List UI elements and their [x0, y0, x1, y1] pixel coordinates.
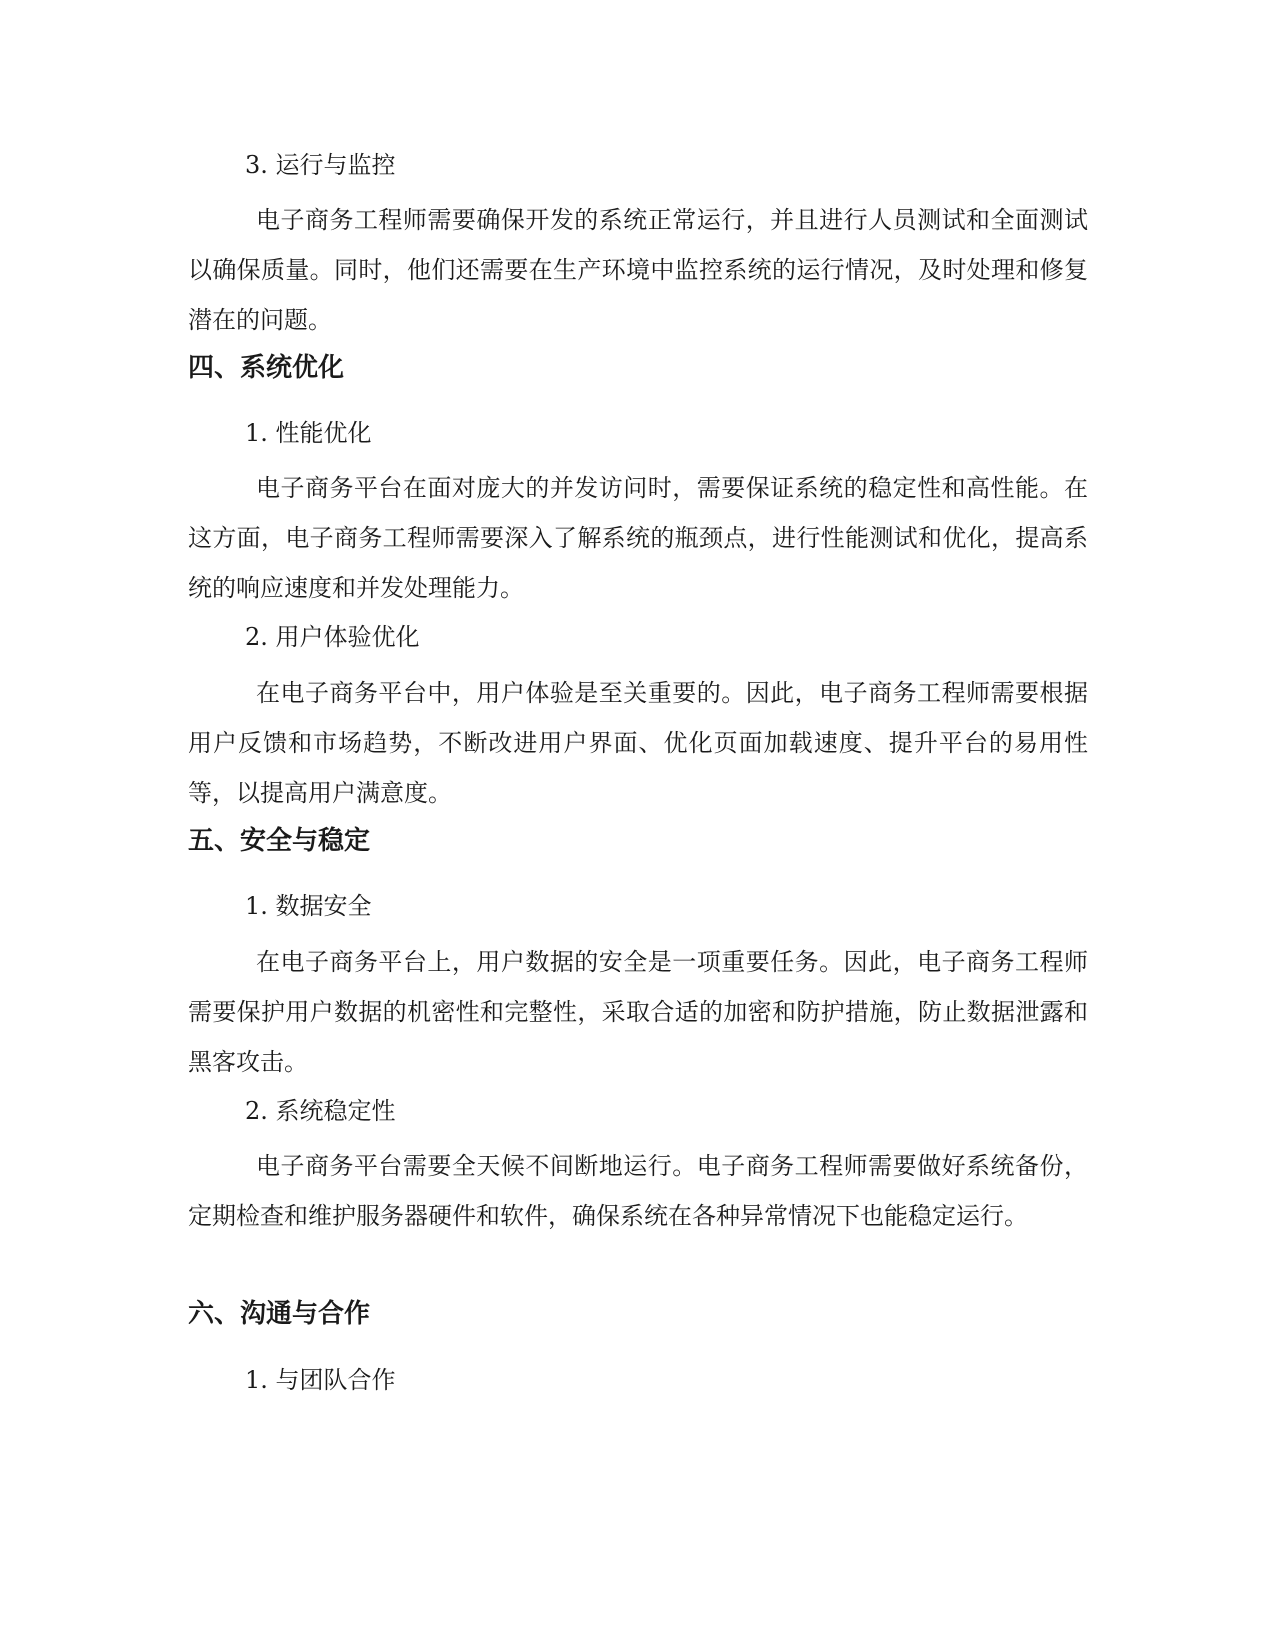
subheading-running-monitoring: 3. 运行与监控: [245, 151, 396, 179]
section-heading-security-stability: 五、安全与稳定: [188, 826, 371, 856]
section-heading-system-optimization: 四、系统优化: [188, 353, 345, 383]
paragraph-performance-optimization: 电子商务平台在面对庞大的并发访问时，需要保证系统的稳定性和高性能。在这方面，电子商务工程师需要深入了解系统的瓶颈点，进行性能测试和优化，提高系统的响应速度和并发处理能力。: [188, 474, 1088, 602]
subheading-ux-optimization: 2. 用户体验优化: [245, 623, 420, 651]
subheading-performance-optimization: 1. 性能优化: [245, 419, 372, 447]
subheading-system-stability: 2. 系统稳定性: [245, 1097, 396, 1125]
paragraph-ux-optimization: 在电子商务平台中，用户体验是至关重要的。因此，电子商务工程师需要根据用户反馈和市场趋势，不断改进用户界面、优化页面加载速度、提升平台的易用性等，以提高用户满意度。: [188, 679, 1088, 807]
subheading-team-cooperation: 1. 与团队合作: [245, 1366, 396, 1394]
paragraph-system-stability: 电子商务平台需要全天候不间断地运行。电子商务工程师需要做好系统备份，定期检查和维护服务器硬件和软件，确保系统在各种异常情况下也能稳定运行。: [188, 1152, 1088, 1230]
paragraph-data-security: 在电子商务平台上，用户数据的安全是一项重要任务。因此，电子商务工程师需要保护用户数据的机密性和完整性，采取合适的加密和防护措施，防止数据泄露和黑客攻击。: [188, 948, 1088, 1076]
subheading-data-security: 1. 数据安全: [245, 892, 372, 920]
section-heading-communication-cooperation: 六、沟通与合作: [188, 1299, 371, 1329]
paragraph-running-monitoring: 电子商务工程师需要确保开发的系统正常运行，并且进行人员测试和全面测试以确保质量。同时，他们还需要在生产环境中监控系统的运行情况，及时处理和修复潜在的问题。: [188, 206, 1088, 334]
